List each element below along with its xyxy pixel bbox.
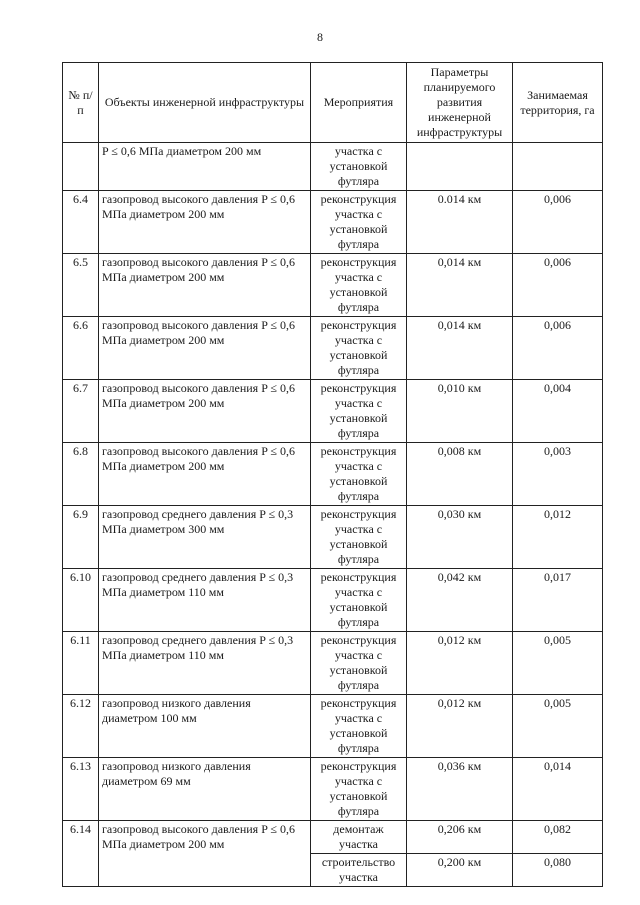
cell-area: 0,012: [513, 506, 603, 569]
table-row: [63, 443, 603, 506]
table-row: [63, 632, 603, 695]
cell-num: 6.7: [63, 380, 99, 443]
cell-params: 0,012 км: [407, 632, 513, 695]
page-number: 8: [317, 30, 323, 44]
cell-action: реконструкция участка с установкой футляра: [311, 758, 407, 821]
cell-num: 6.8: [63, 443, 99, 506]
header-action: Мероприятия: [311, 63, 407, 143]
cell-action: реконструкция участка с установкой футляра: [311, 695, 407, 758]
cell-params: [407, 143, 513, 191]
header-params: Параметры планируемого развития инженерной инфраструктуры: [407, 63, 513, 143]
cell-params: 0,008 км: [407, 443, 513, 506]
cell-num: 6.12: [63, 695, 99, 758]
cell-params: 0,042 км: [407, 569, 513, 632]
header-object: Объекты инженерной инфраструктуры: [99, 63, 311, 143]
table-row: [63, 821, 603, 854]
cell-params: 0,010 км: [407, 380, 513, 443]
cell-area: 0,017: [513, 569, 603, 632]
cell-object: газопровод высокого давления P ≤ 0,6 МПа диаметром 200 мм: [99, 443, 311, 506]
cell-area: 0,004: [513, 380, 603, 443]
cell-num: 6.6: [63, 317, 99, 380]
cell-action: реконструкция участка с установкой футляра: [311, 254, 407, 317]
cell-num: 6.5: [63, 254, 99, 317]
cell-object: газопровод среднего давления P ≤ 0,3 МПа диаметром 300 мм: [99, 506, 311, 569]
cell-object: газопровод высокого давления P ≤ 0,6 МПа диаметром 200 мм: [99, 254, 311, 317]
cell-params: 0,036 км: [407, 758, 513, 821]
cell-area: 0,014: [513, 758, 603, 821]
cell-num: 6.10: [63, 569, 99, 632]
cell-object: газопровод среднего давления P ≤ 0,3 МПа диаметром 110 мм: [99, 569, 311, 632]
table-header-row: [63, 63, 603, 143]
cell-params: 0,206 км: [407, 821, 513, 854]
cell-params: 0,200 км: [407, 854, 513, 887]
table-row: [63, 569, 603, 632]
cell-area: 0,005: [513, 632, 603, 695]
cell-num: 6.4: [63, 191, 99, 254]
cell-action: реконструкция участка с установкой футляра: [311, 506, 407, 569]
cell-params: 0,014 км: [407, 254, 513, 317]
header-num: № п/п: [63, 63, 99, 143]
cell-object: P ≤ 0,6 МПа диаметром 200 мм: [99, 143, 311, 191]
cell-object: газопровод высокого давления P ≤ 0,6 МПа диаметром 200 мм: [99, 821, 311, 887]
cell-num: [63, 143, 99, 191]
cell-area: 0,005: [513, 695, 603, 758]
cell-params: 0,012 км: [407, 695, 513, 758]
cell-params: 0.014 км: [407, 191, 513, 254]
cell-area: 0,006: [513, 317, 603, 380]
continuation-row: [63, 143, 603, 191]
table-row: [63, 254, 603, 317]
header-area: Занимаемая территория, га: [513, 63, 603, 143]
cell-area: [513, 143, 603, 191]
table-row: [63, 380, 603, 443]
table-row: [63, 506, 603, 569]
table-row: [63, 695, 603, 758]
cell-object: газопровод среднего давления P ≤ 0,3 МПа диаметром 110 мм: [99, 632, 311, 695]
cell-action: реконструкция участка с установкой футляра: [311, 317, 407, 380]
cell-action: участка с установкой футляра: [311, 143, 407, 191]
cell-num: 6.13: [63, 758, 99, 821]
cell-action: демонтаж участка: [311, 821, 407, 854]
cell-num: 6.11: [63, 632, 99, 695]
table-row: [63, 191, 603, 254]
cell-params: 0,014 км: [407, 317, 513, 380]
infrastructure-table: [62, 62, 603, 887]
cell-num: 6.14: [63, 821, 99, 887]
cell-area: 0,006: [513, 254, 603, 317]
table-row: [63, 317, 603, 380]
table-row: [63, 758, 603, 821]
cell-action: реконструкция участка с установкой футляра: [311, 191, 407, 254]
cell-params: 0,030 км: [407, 506, 513, 569]
cell-area: 0,080: [513, 854, 603, 887]
cell-object: газопровод высокого давления P ≤ 0,6 МПа диаметром 200 мм: [99, 191, 311, 254]
cell-area: 0,082: [513, 821, 603, 854]
cell-object: газопровод низкого давления диаметром 100 мм: [99, 695, 311, 758]
cell-object: газопровод высокого давления P ≤ 0,6 МПа диаметром 200 мм: [99, 317, 311, 380]
cell-object: газопровод высокого давления P ≤ 0,6 МПа диаметром 200 мм: [99, 380, 311, 443]
cell-action: реконструкция участка с установкой футляра: [311, 632, 407, 695]
cell-area: 0,003: [513, 443, 603, 506]
cell-action: реконструкция участка с установкой футляра: [311, 569, 407, 632]
cell-num: 6.9: [63, 506, 99, 569]
cell-action: реконструкция участка с установкой футляра: [311, 443, 407, 506]
cell-object: газопровод низкого давления диаметром 69 мм: [99, 758, 311, 821]
cell-action: реконструкция участка с установкой футляра: [311, 380, 407, 443]
cell-area: 0,006: [513, 191, 603, 254]
cell-action: строительство участка: [311, 854, 407, 887]
table-body: [63, 143, 603, 887]
